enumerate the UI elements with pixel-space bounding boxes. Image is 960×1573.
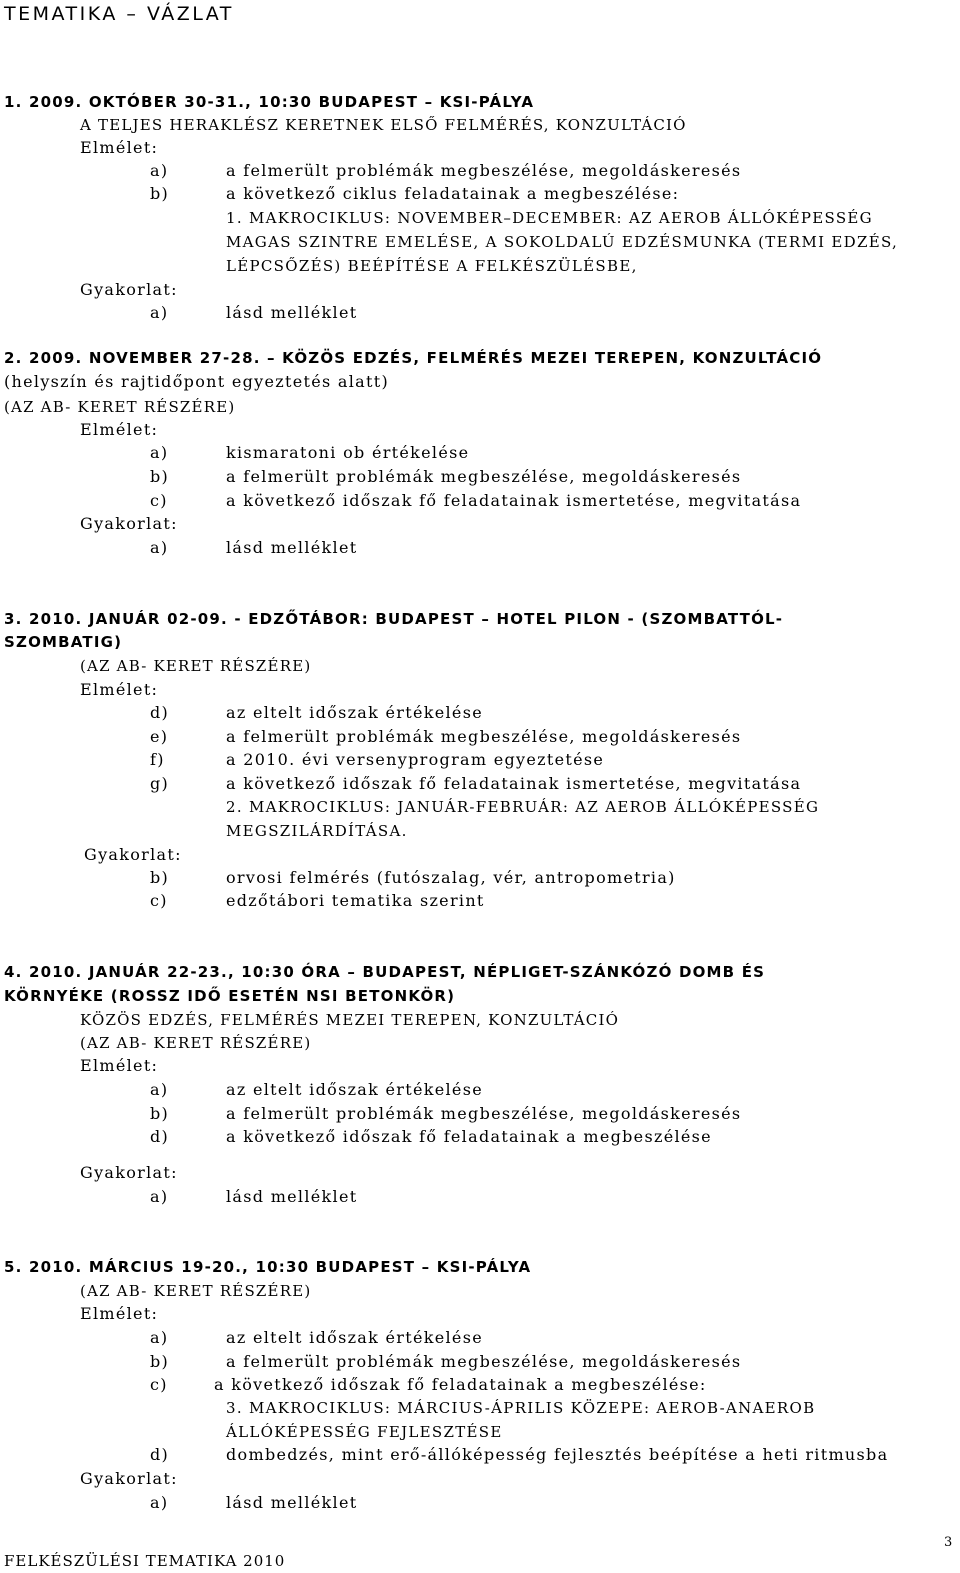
list-item: dombedzés, mint erő-állóképesség fejlesztés beépítése a heti ritmusba [226, 1445, 889, 1464]
section-subtitle: (AZ AB- KERET RÉSZÉRE) [80, 657, 312, 675]
list-item-label: a) [150, 1328, 169, 1347]
section-subtitle: (AZ AB- KERET RÉSZÉRE) [4, 398, 236, 416]
list-item-label: g) [150, 774, 170, 793]
practice-label: Gyakorlat: [80, 1163, 178, 1182]
theory-label: Elmélet: [80, 680, 159, 699]
list-item-label: c) [150, 1375, 168, 1394]
list-item-label: a) [150, 1493, 169, 1512]
macrocycle-line: 2. MAKROCIKLUS: JANUÁR-FEBRUÁR: AZ AEROB ÁLLÓKÉPESSÉG [226, 798, 820, 816]
list-item-label: a) [150, 1187, 169, 1206]
list-item-label: b) [150, 184, 170, 203]
list-item: az eltelt időszak értékelése [226, 1328, 483, 1347]
list-item: lásd melléklet [226, 1493, 358, 1512]
list-item-label: b) [150, 1352, 170, 1371]
list-item-label: b) [150, 1104, 170, 1123]
section-note: (helyszín és rajtidőpont egyeztetés alatt) [4, 372, 389, 391]
list-item-label: c) [150, 491, 168, 510]
list-item: a felmerült problémák megbeszélése, megoldáskeresés [226, 161, 742, 180]
list-item-label: a) [150, 303, 169, 322]
list-item: a felmerült problémák megbeszélése, megoldáskeresés [226, 1352, 742, 1371]
list-item: kismaratoni ob értékelése [226, 443, 470, 462]
practice-label: Gyakorlat: [80, 1469, 178, 1488]
macrocycle-line: MAGAS SZINTRE EMELÉSE, A SOKOLDALÚ EDZÉSMUNKA (TERMI EDZÉS, [226, 233, 899, 251]
list-item-label: d) [150, 1127, 170, 1146]
list-item: a következő időszak fő feladatainak ismertetése, megvitatása [226, 774, 802, 793]
list-item-label: d) [150, 1445, 170, 1464]
macrocycle-line: 3. MAKROCIKLUS: MÁRCIUS-ÁPRILIS KÖZEPE: AEROB-ANAEROB [226, 1399, 816, 1417]
macrocycle-line: LÉPCSŐZÉS) BEÉPÍTÉSE A FELKÉSZÜLÉSBE, [226, 257, 638, 275]
list-item: edzőtábori tematika szerint [226, 891, 485, 910]
practice-label: Gyakorlat: [80, 514, 178, 533]
list-item-label: b) [150, 868, 170, 887]
list-item: a következő időszak fő feladatainak ismertetése, megvitatása [226, 491, 802, 510]
theory-label: Elmélet: [80, 138, 159, 157]
list-item-label: c) [150, 891, 168, 910]
list-item: a felmerült problémák megbeszélése, megoldáskeresés [226, 467, 742, 486]
macrocycle-line: 1. MAKROCIKLUS: NOVEMBER–DECEMBER: AZ AEROB ÁLLÓKÉPESSÉG [226, 209, 873, 227]
section-heading: SZOMBATIG) [4, 633, 123, 651]
list-item: lásd melléklet [226, 303, 358, 322]
list-item: a következő időszak fő feladatainak a megbeszélése: [214, 1375, 707, 1394]
theory-label: Elmélet: [80, 1056, 159, 1075]
list-item-label: a) [150, 443, 169, 462]
list-item: orvosi felmérés (futószalag, vér, antropometria) [226, 868, 676, 887]
section-subtitle: (AZ AB- KERET RÉSZÉRE) [80, 1034, 312, 1052]
list-item-label: d) [150, 703, 170, 722]
list-item: lásd melléklet [226, 1187, 358, 1206]
list-item: az eltelt időszak értékelése [226, 703, 483, 722]
section-subtitle: A TELJES HERAKLÉSZ KERETNEK ELSŐ FELMÉRÉS, KONZULTÁCIÓ [80, 116, 687, 134]
page-footer: FELKÉSZÜLÉSI TEMATIKA 2010 [4, 1552, 286, 1570]
list-item: lásd melléklet [226, 538, 358, 557]
section-heading: 3. 2010. JANUÁR 02-09. - EDZŐTÁBOR: BUDAPEST – HOTEL PILON - (SZOMBATTÓL- [4, 610, 784, 628]
list-item: a következő időszak fő feladatainak a megbeszélése [226, 1127, 712, 1146]
list-item-label: b) [150, 467, 170, 486]
section-heading: 5. 2010. MÁRCIUS 19-20., 10:30 BUDAPEST – KSI-PÁLYA [4, 1258, 532, 1276]
list-item: a felmerült problémák megbeszélése, megoldáskeresés [226, 727, 742, 746]
macrocycle-line: MEGSZILÁRDÍTÁSA. [226, 822, 408, 840]
list-item: a felmerült problémák megbeszélése, megoldáskeresés [226, 1104, 742, 1123]
list-item: a következő ciklus feladatainak a megbeszélése: [226, 184, 680, 203]
list-item: a 2010. évi versenyprogram egyeztetése [226, 750, 605, 769]
list-item-label: a) [150, 538, 169, 557]
page-number: 3 [944, 1535, 953, 1550]
section-heading: KÖRNYÉKE (ROSSZ IDŐ ESETÉN NSI BETONKÖR) [4, 987, 456, 1005]
section-subtitle: KÖZÖS EDZÉS, FELMÉRÉS MEZEI TEREPEN, KONZULTÁCIÓ [80, 1011, 620, 1029]
macrocycle-line: ÁLLÓKÉPESSÉG FEJLESZTÉSE [226, 1423, 503, 1441]
list-item-label: f) [150, 750, 165, 769]
theory-label: Elmélet: [80, 420, 159, 439]
list-item-label: a) [150, 1080, 169, 1099]
section-heading: 2. 2009. NOVEMBER 27-28. – KÖZÖS EDZÉS, FELMÉRÉS MEZEI TEREPEN, KONZULTÁCIÓ [4, 349, 823, 367]
section-heading: 4. 2010. JANUÁR 22-23., 10:30 ÓRA – BUDAPEST, NÉPLIGET-SZÁNKÓZÓ DOMB ÉS [4, 963, 766, 981]
list-item-label: a) [150, 161, 169, 180]
section-heading: 1. 2009. OKTÓBER 30-31., 10:30 BUDAPEST – KSI-PÁLYA [4, 93, 535, 111]
document-title: TEMATIKA – VÁZLAT [4, 3, 234, 25]
section-subtitle: (AZ AB- KERET RÉSZÉRE) [80, 1282, 312, 1300]
practice-label: Gyakorlat: [80, 280, 178, 299]
theory-label: Elmélet: [80, 1304, 159, 1323]
list-item-label: e) [150, 727, 169, 746]
practice-label: Gyakorlat: [84, 845, 182, 864]
list-item: az eltelt időszak értékelése [226, 1080, 483, 1099]
